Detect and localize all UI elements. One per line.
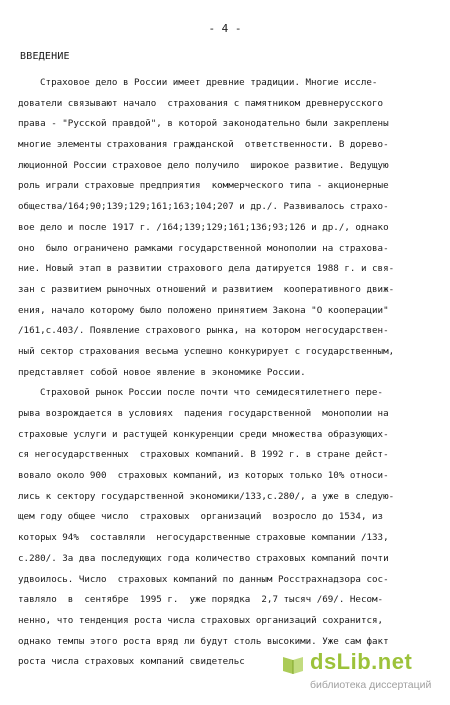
text-line: с.280/. За два последующих года количество страховых компаний почти <box>18 552 389 564</box>
text-line: удвоилось. Число страховых компаний по данным Росстрахнадзора сос- <box>18 573 389 585</box>
watermark-logo: dsLib.net <box>310 649 413 674</box>
text-line: оно было ограничено рамками государственной монополии на страхова- <box>18 242 389 254</box>
open-book-icon <box>280 651 306 677</box>
text-line: вовало около 900 страховых компаний, из которых только 10% относи- <box>18 470 389 482</box>
text-line: ся негосударственных страховых компаний. В 1992 г. в стране дейст- <box>18 449 389 461</box>
text-line: тавляло в сентябре 1995 г. уже порядка 2,7 тысяч /69/. Несом- <box>18 594 384 606</box>
text-line: /161,с.403/. Появление страхового рынка, на котором негосударствен- <box>18 325 389 337</box>
text-line: зан с развитием рыночных отношений и развитием кооперативного движ- <box>18 283 395 295</box>
text-line: дователи связывают начало страхования с памятником древнерусского <box>18 97 384 109</box>
text-line: лись к сектору государственной экономики/133,с.280/, а уже в следую- <box>18 490 395 502</box>
text-line: общества/164;90;139;129;161;163;104;207 и др./. Развивалось страхо- <box>18 201 389 213</box>
text-line: щем году общее число страховых организаций возросло до 1534, из <box>18 511 384 523</box>
text-line: роста числа страховых компаний свидетельс <box>18 656 245 668</box>
text-line: страховые услуги и растущей конкуренции среди множества образующих- <box>18 428 389 440</box>
text-line: многие элементы страхования гражданской ответственности. В дорево- <box>18 139 389 151</box>
text-line: права - "Русской правдой", в которой законодательно были закреплены <box>18 118 389 130</box>
text-line: Страховой рынок России после почти что семидесятилетнего пере- <box>40 387 383 399</box>
section-heading: ВВЕДЕНИЕ <box>20 51 70 62</box>
text-line: рыва возрождается в условиях падения государственной монополии на <box>18 408 389 419</box>
text-line: ненно, что тенденция роста числа страховых организаций сохранится, <box>18 614 384 626</box>
text-line: представляет собой новое явление в экономике России. <box>18 366 306 378</box>
text-line: однако темпы этого роста вряд ли будут столь высокими. Уже сам факт <box>18 635 389 647</box>
watermark-subtitle: библиотека диссертаций <box>310 679 432 691</box>
text-line: которых 94% составляли негосударственные страховые компании /133, <box>18 532 389 544</box>
text-line: роль играли страховые предприятия коммерческого типа - акционерные <box>18 180 389 192</box>
page-number: - 4 - <box>208 22 242 35</box>
watermark <box>280 649 440 699</box>
text-line: Страховое дело в России имеет древние традиции. Многие иссле- <box>40 77 378 88</box>
text-line: ный сектор страхования весьма успешно конкурирует с государственным, <box>18 345 395 357</box>
paragraph-2 <box>18 383 436 673</box>
paragraph-1 <box>18 73 436 383</box>
text-line: люционной России страховое дело получило широкое развитие. Ведущую <box>18 159 389 171</box>
text-line: вое дело и после 1917 г. /164;139;129;161;136;93;126 и др./, однако <box>18 221 389 233</box>
body-text <box>18 73 436 673</box>
text-line: ние. Новый этап в развитии страхового дела датируется 1988 г. и свя- <box>18 263 395 275</box>
text-line: ения, начало которому было положено принятием Закона "О кооперации" <box>18 304 389 316</box>
